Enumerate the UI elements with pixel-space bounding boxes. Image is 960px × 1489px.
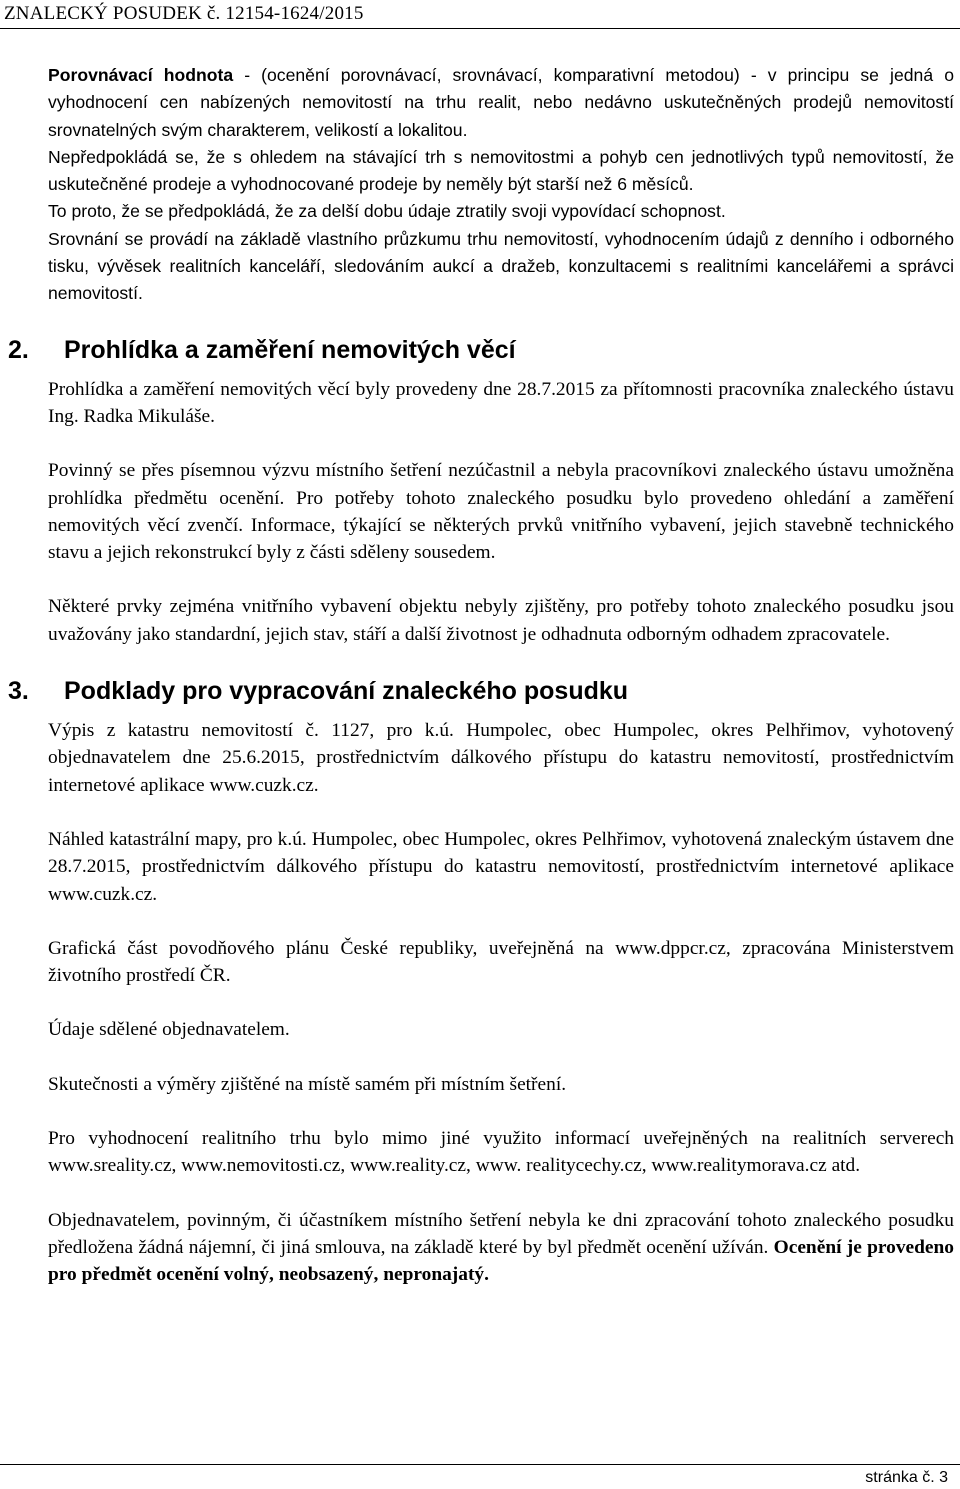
paragraph-srovnani: Srovnání se provádí na základě vlastního průzkumu trhu nemovitostí, vyhodnocením údajů z denního i odborného tisku, vývěsek realitních kanceláří, sledováním aukcí a dražeb, konzultacemi s realitními kancelářemi a správci nemovitostí. bbox=[48, 228, 954, 304]
section-title: Podklady pro vypracování znaleckého posudku bbox=[64, 677, 629, 706]
section-number: 2. bbox=[8, 335, 29, 364]
paragraph-udaje-objednavatel: Údaje sdělené objednavatelem. bbox=[48, 1019, 290, 1041]
paragraph-skutecnosti: Skutečnosti a výměry zjištěné na místě samém při místním šetření. bbox=[48, 1073, 567, 1095]
paragraph-predpoklad: Nepředpokládá se, že s ohledem na stávající trh s nemovitostmi a pohyb cen jednotlivých typů nemovitostí, že uskutečněné prodeje a vyhodnocované prodeje by neměly být starší než 6 měsíců. bbox=[48, 146, 954, 195]
paragraph-vypis-katastru: Výpis z katastru nemovitostí č. 1127, pro k.ú. Humpolec, obec Humpolec, okres Pelhřimov, vyhotovený objednavatelem dne 25.6.2015, prostřednictvím dálkového přístupu do katastru nemovitostí, prostřednictvím internetové aplikace www.cuzk.cz. bbox=[48, 720, 954, 796]
section-heading-2 bbox=[8, 333, 914, 367]
paragraph-porovnavaci-hodnota bbox=[48, 62, 954, 144]
paragraph-povodnovy-plan: Grafická část povodňového plánu České republiky, uveřejněná na www.dppcr.cz, zpracována Ministerstvem životního prostředí ČR. bbox=[48, 937, 954, 987]
paragraph-text: - (ocenění porovnávací, srovnávací, komparativní metodou) - v principu se jedná o vyhodnocení cen nabízených nemovitostí na trhu realit, nebo nedávno uskutečněných prodejů nemovitostí srovnatelných svým charakterem, velikostí a lokalitou. bbox=[48, 65, 954, 140]
bold-term: Porovnávací hodnota bbox=[48, 65, 234, 85]
paragraph-prohlidka: Prohlídka a zaměření nemovitých věcí byly provedeny dne 28.7.2015 za přítomnosti pracovníka znaleckého ústavu Ing. Radka Mikuláše. bbox=[48, 378, 954, 427]
paragraph-nahled-mapy: Náhled katastrální mapy, pro k.ú. Humpolec, obec Humpolec, okres Pelhřimov, vyhotovená znaleckým ústavem dne 28.7.2015, prostřednictvím dálkového přístupu do katastru nemovitostí, prostřednictvím internetové aplikace www.cuzk.cz. bbox=[48, 828, 954, 905]
paragraph-duvod: To proto, že se předpokládá, že za delší dobu údaje ztratily svoji vypovídací schopnost. bbox=[48, 201, 726, 222]
page-number: stránka č. 3 bbox=[865, 1469, 948, 1486]
document-header-title: ZNALECKÝ POSUDEK č. 12154-1624/2015 bbox=[4, 3, 364, 24]
section-number: 3. bbox=[8, 677, 29, 706]
header-divider bbox=[0, 28, 960, 29]
section-heading-3 bbox=[8, 674, 914, 708]
paragraph-text: Objednavatelem, povinným, či účastníkem místního šetření nebyla ke dni zpracování tohoto znaleckého posudku předložena žádná nájemní, či jiná smlouva, na základě které by byl předmět ocenění užíván. bbox=[48, 1209, 954, 1258]
bold-statement: Ocenění je provedeno pro předmět ocenění volný, neobsazený, nepronajatý. bbox=[48, 1236, 954, 1286]
document-body bbox=[8, 62, 954, 1289]
paragraph-nektere-prvky: Některé prvky zejména vnitřního vybavení objektu nebyly zjištěny, pro potřeby tohoto znaleckého posudku jsou uvažovány jako standardní, jejich stav, stáří a další životnost je odhadnuta odborným odhadem zpracovatele. bbox=[48, 596, 954, 645]
footer-divider bbox=[0, 1464, 960, 1465]
paragraph-realitni-trh: Pro vyhodnocení realitního trhu bylo mimo jiné využito informací uveřejněných na realitních serverech www.sreality.cz, www.nemovitosti.cz, www.reality.cz, www. realitycechy.cz, www.realitymorava.cz atd. bbox=[48, 1128, 954, 1177]
paragraph-smlouvy bbox=[48, 1207, 954, 1289]
paragraph-povinny: Povinný se přes písemnou výzvu místního šetření nezúčastnil a nebyla pracovníkovi znaleckého ústavu umožněna prohlídka předmětu ocenění. Pro potřeby tohoto znaleckého posudku bylo provedeno ohledání a zaměření nemovitých věcí zvenčí. Informace, týkající se některých prvků vnitřního vybavení, jejich stavebně technického stavu a jejich rekonstrukcí byly z části sděleny sousedem. bbox=[48, 460, 954, 564]
section-title: Prohlídka a zaměření nemovitých věcí bbox=[64, 335, 516, 364]
